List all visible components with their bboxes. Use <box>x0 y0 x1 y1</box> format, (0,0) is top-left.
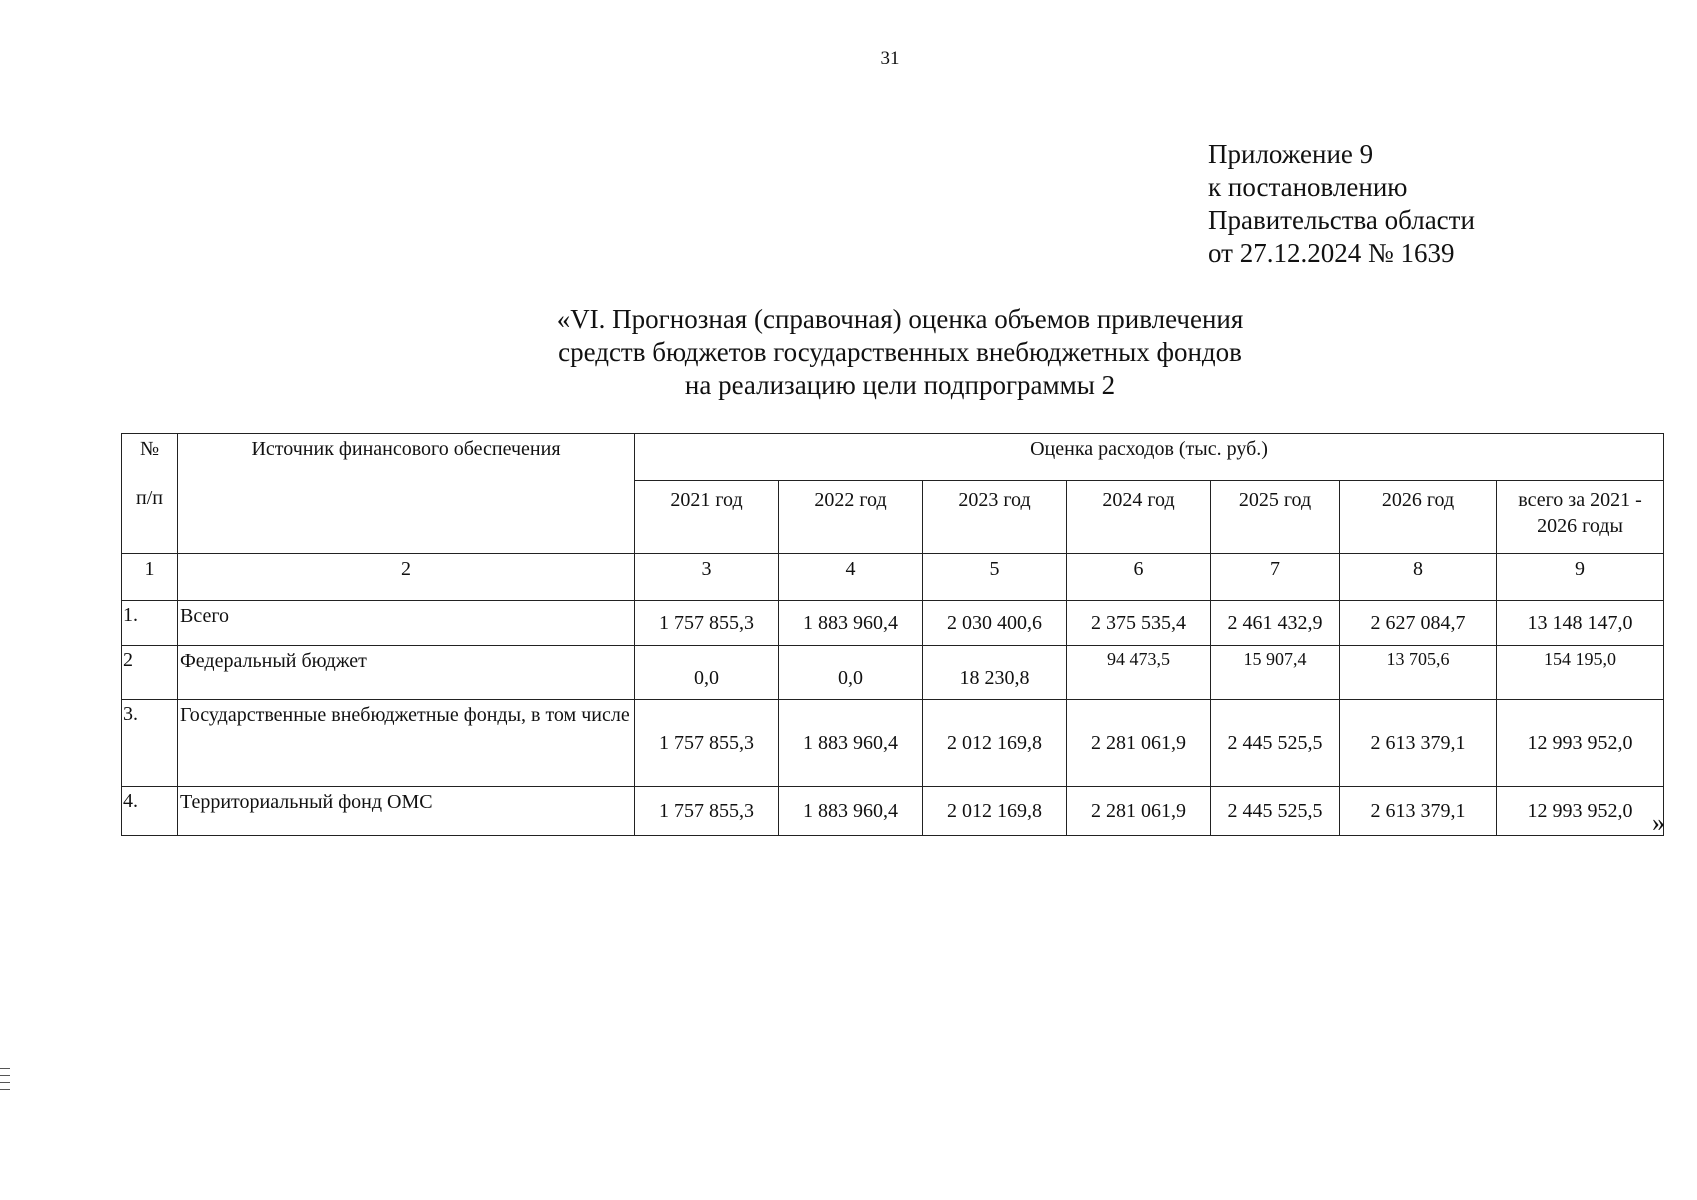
financing-table <box>121 433 1664 836</box>
title-line: на реализацию цели подпрограммы 2 <box>684 370 1116 400</box>
value-cell: 1 883 960,4 <box>779 700 923 787</box>
value-cell: 2 461 432,9 <box>1211 601 1340 646</box>
row-index: 4. <box>122 787 178 836</box>
value-cell: 0,0 <box>635 646 779 700</box>
column-number: 6 <box>1067 554 1211 601</box>
header-year: 2024 год <box>1067 481 1211 554</box>
value-cell: 2 030 400,6 <box>923 601 1067 646</box>
value-cell: 0,0 <box>779 646 923 700</box>
value-cell: 1 883 960,4 <box>779 787 923 836</box>
value-cell: 12 993 952,0 <box>1497 787 1664 836</box>
value-cell: 15 907,4 <box>1211 646 1340 700</box>
row-label: Территориальный фонд ОМС <box>178 787 635 836</box>
margin-mark <box>0 1089 10 1090</box>
value-cell: 2 445 525,5 <box>1211 700 1340 787</box>
appendix-line: Приложение 9 <box>1208 139 1374 169</box>
value-cell: 13 148 147,0 <box>1497 601 1664 646</box>
value-cell: 13 705,6 <box>1340 646 1497 700</box>
appendix-line: к постановлению <box>1208 172 1408 202</box>
value-cell: 1 883 960,4 <box>779 601 923 646</box>
header-source: Источник финансового обеспечения <box>178 434 635 554</box>
header-number-abbrev: п/п <box>136 487 163 509</box>
header-number <box>122 434 178 554</box>
value-cell: 2 281 061,9 <box>1067 700 1211 787</box>
row-label: Федеральный бюджет <box>178 646 635 700</box>
column-number: 8 <box>1340 554 1497 601</box>
row-label: Всего <box>178 601 635 646</box>
row-index: 3. <box>122 700 178 787</box>
value-cell: 2 627 084,7 <box>1340 601 1497 646</box>
value-cell: 18 230,8 <box>923 646 1067 700</box>
column-number-row <box>122 554 1664 601</box>
header-total-line: 2026 годы <box>1537 515 1623 537</box>
value-cell: 2 281 061,9 <box>1067 787 1211 836</box>
column-number: 4 <box>779 554 923 601</box>
value-cell: 2 613 379,1 <box>1340 700 1497 787</box>
column-number: 9 <box>1497 554 1664 601</box>
margin-marks <box>0 1068 10 1096</box>
row-index: 1. <box>122 601 178 646</box>
closing-quote: » <box>1652 808 1665 837</box>
header-year: 2021 год <box>635 481 779 554</box>
appendix-line: от 27.12.2024 № 1639 <box>1208 238 1455 268</box>
table-row <box>122 700 1664 787</box>
column-number: 2 <box>178 554 635 601</box>
value-cell: 2 613 379,1 <box>1340 787 1497 836</box>
column-number: 5 <box>923 554 1067 601</box>
table-row <box>122 787 1664 836</box>
value-cell: 2 445 525,5 <box>1211 787 1340 836</box>
header-year: 2022 год <box>779 481 923 554</box>
header-estimate: Оценка расходов (тыс. руб.) <box>635 434 1664 481</box>
value-cell: 2 375 535,4 <box>1067 601 1211 646</box>
table-row <box>122 646 1664 700</box>
header-year: 2026 год <box>1340 481 1497 554</box>
value-cell: 2 012 169,8 <box>923 787 1067 836</box>
table-row <box>122 601 1664 646</box>
column-number: 7 <box>1211 554 1340 601</box>
header-total-line: всего за 2021 - <box>1518 489 1642 511</box>
row-label: Государственные внебюджетные фонды, в том числе <box>178 700 635 787</box>
value-cell: 94 473,5 <box>1067 646 1211 700</box>
header-number-symbol: № <box>139 438 160 460</box>
header-year: 2023 год <box>923 481 1067 554</box>
value-cell: 12 993 952,0 <box>1497 700 1664 787</box>
value-cell: 1 757 855,3 <box>635 787 779 836</box>
title-line: средств бюджетов государственных внебюджетных фондов <box>558 337 1242 367</box>
value-cell: 154 195,0 <box>1497 646 1664 700</box>
row-index: 2 <box>122 646 178 700</box>
value-cell: 2 012 169,8 <box>923 700 1067 787</box>
header-total <box>1497 481 1664 554</box>
appendix-line: Правительства области <box>1208 205 1475 235</box>
margin-mark <box>0 1082 10 1083</box>
section-title <box>360 303 1440 402</box>
header-year: 2025 год <box>1211 481 1340 554</box>
value-cell: 1 757 855,3 <box>635 700 779 787</box>
margin-mark <box>0 1068 10 1069</box>
column-number: 3 <box>635 554 779 601</box>
appendix-block <box>1208 138 1475 270</box>
page-number: 31 <box>880 48 900 69</box>
header-row <box>122 434 1664 481</box>
title-line: «VI. Прогнозная (справочная) оценка объемов привлечения <box>556 304 1244 334</box>
column-number: 1 <box>122 554 178 601</box>
margin-mark <box>0 1075 10 1076</box>
value-cell: 1 757 855,3 <box>635 601 779 646</box>
